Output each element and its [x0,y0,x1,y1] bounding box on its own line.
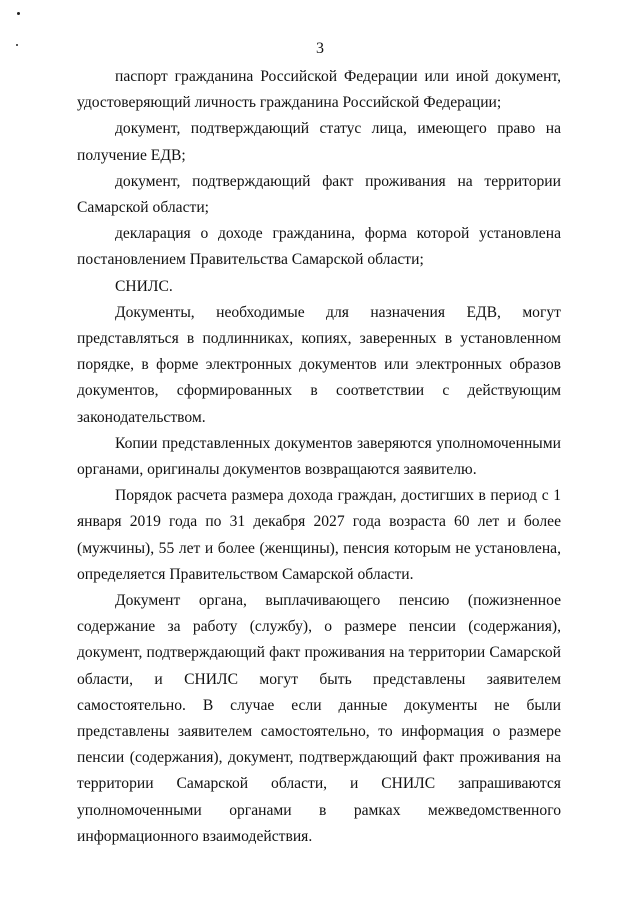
paragraph-documents-form: Документы, необходимые для назначения ЕДВ, могут представляться в подлинниках, копиях, заверенных в установленном порядке, в форме электронных документов или электронных образов документов, сформированных в соответствии с действующим законодательством. [77,303,561,426]
paragraph-snils: СНИЛС. [115,277,173,295]
paragraph-income-calculation: Порядок расчета размера дохода граждан, достигших в период с 1 января 2019 года по 31 декабря 2027 года возраста 60 лет и более (мужчины), 55 лет и более (женщины), пенсия которым не установлена, определяется Правительством Самарской области. [77,487,561,583]
paragraph-pension-document: Документ органа, выплачивающего пенсию (пожизненное содержание за работу (службу), о размере пенсии (содержания), документ, подтверждающий факт проживания на территории Самарской области, и СНИЛС могут быть представлены заявителем самостоятельно. В случае если данные документы не были представлены заявителем самостоятельно, то информация о размере пенсии (содержания), документ, подтверждающий факт проживания на территории Самарской области, и СНИЛС запрашиваются уполномоченными органами в рамках межведомственного информационного взаимодействия. [77,592,561,845]
document-body [77,64,561,850]
page-number: 3 [316,40,324,57]
paragraph-residence-document: документ, подтверждающий факт проживания на территории Самарской области; [77,172,561,217]
scan-mark [17,12,20,15]
paragraph-income-declaration: декларация о доходе гражданина, форма которой установлена постановлением Правительства Самарской области; [77,225,561,269]
paragraph-status-document: документ, подтверждающий статус лица, имеющего право на получение ЕДВ; [77,120,561,164]
paragraph-passport: паспорт гражданина Российской Федерации или иной документ, удостоверяющий личность гражданина Российской Федерации; [77,68,561,112]
paragraph-copies: Копии представленных документов заверяются уполномоченными органами, оригиналы документов возвращаются заявителю. [77,434,561,479]
